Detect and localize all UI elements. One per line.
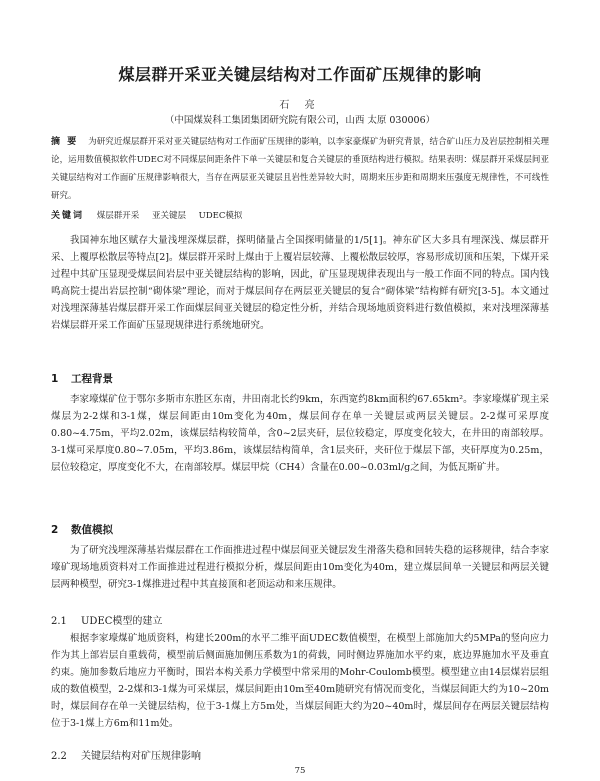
subsection-heading bbox=[51, 612, 162, 627]
section-paragraph: 李家壕煤矿位于鄂尔多斯市东胜区东南，井田南北长约9km，东西宽约8km面积约67.65km²。李家壕煤矿现主采煤层为2-2煤和3-1煤，煤层间距由10m变化为40m，煤层间存在单一关键层或两层关键层。2-2煤可采厚度0.80~4.75m，平均2.02m，该煤层结构较简单，含0~2层夹矸，层位较稳定，厚度变化较大，在井田的南部较厚。3-1煤可采厚度0.80~7.05m，平均3.86m，该煤层结构简单，含1层夹矸，夹矸位于煤层下部，夹矸厚度为0.25m，层位较稳定，厚度变化不大，在南部较厚。煤层甲烷（CH4）含量在0.00~0.03ml/g之间，为低瓦斯矿井。 bbox=[51, 394, 549, 473]
abstract-text: 为研究近煤层群开采对亚关键层结构对工作面矿压规律的影响，以李家豪煤矿为研究背景，结合矿山压力及岩层控制相关理论，运用数值模拟软件UDEC对不同煤层间距条件下单一关键层和复合关键层的垂顶结构进行模拟。结果表明：煤层群开采煤层间亚关键层结构对工作面矿压规律影响很大，当存在两层亚关键层且岩性差异较大时，周期来压步距和周期来压强度无规律性，不可线性研究。 bbox=[51, 137, 549, 201]
subsection-title: 关键层结构对矿压规律影响 bbox=[81, 751, 201, 762]
section-title: 数值模拟 bbox=[71, 524, 113, 536]
section-title: 工程背景 bbox=[71, 373, 113, 385]
subsection-number: 2.2 bbox=[51, 751, 67, 762]
abstract bbox=[51, 133, 549, 205]
subsection-number: 2.1 bbox=[51, 616, 67, 627]
section-number: 1 bbox=[51, 373, 59, 385]
keywords-label: 关键词 bbox=[51, 211, 85, 221]
section-heading bbox=[51, 522, 113, 537]
section-paragraph: 为了研究浅埋深薄基岩煤层群在工作面推进过程中煤层间亚关键层发生滑落失稳和回转失稳的运移规律，结合李家壕矿现场地质资料对工作面推进过程进行模拟分析，煤层间距由10m变化为40m，建立煤层间单一关键层和两层关键层两种模型，研究3-1煤推进过程中其直接顶和老顶运动和来压规律。 bbox=[51, 545, 549, 590]
keywords bbox=[51, 208, 252, 221]
section-number: 2 bbox=[51, 524, 59, 536]
keyword: UDEC模拟 bbox=[198, 211, 243, 221]
paper-title: 煤层群开采亚关键层结构对工作面矿压规律的影响 bbox=[118, 65, 482, 84]
keyword: 煤层群开采 bbox=[96, 211, 140, 221]
keyword: 亚关键层 bbox=[151, 211, 186, 221]
subsection-title: UDEC模型的建立 bbox=[81, 616, 163, 627]
affiliation: （中国煤炭科工集团集团研究院有限公司，山西 太原 030006） bbox=[164, 115, 436, 126]
author: 石 亮 bbox=[279, 100, 321, 111]
intro-paragraph: 我国神东地区赋存大量浅埋深煤层群，探明储量占全国探明储量的1/5[1]。神东矿区大多具有埋深浅、煤层群开采、上覆厚松散层等特点[2]。煤层群开采时上煤由于上覆岩层较薄、上覆松散层较厚，容易形成切顶和压架，下煤开采过程中其矿压显现受煤层间岩层中亚关键层结构的影响，因此，矿压显现规律表现出与一般工作面不同的特点。国内钱鸣高院士提出岩层控制“砌体梁”理论，而对于煤层间存在两层亚关键层的复合“砌体梁”结构鲜有研究[3-5]。本文通过对浅埋深薄基岩煤层群开采工作面煤层间亚关键层的稳定性分析，并结合现场地质资料进行数值模拟，来对浅埋深薄基岩煤层群开采工作面矿压显现规律进行系统地研究。 bbox=[51, 235, 549, 331]
subsection-paragraph: 根据李家壕煤矿地质资料，构建长200m的水平二维平面UDEC数值模型，在模型上部施加大约5MPa的竖向应力作为其上部岩层自重载荷，模型前后侧面施加侧压系数为1的荷载，同时侧边界施加水平约束，底边界施加水平及垂直约束。施加参数后地应力平衡时，围岩本构关系力学模型中常采用的Mohr-Coulomb模型。模型建立由14层煤岩层组成的数值模型，2-2煤和3-1煤为可采煤层，煤层间距由10m至40m随研究有情况而变化，当煤层间距大约为10~20m时，煤层间存在单一关键层结构，位于3-1煤上方5m处，当煤层间距大约为20~40m时，煤层间存在两层关键层结构位于3-1煤上方6m和11m处。 bbox=[51, 633, 549, 729]
abstract-label: 摘 要 bbox=[51, 137, 79, 147]
subsection-heading bbox=[51, 747, 201, 762]
section-heading bbox=[51, 371, 113, 386]
page-number: 75 bbox=[294, 766, 306, 776]
